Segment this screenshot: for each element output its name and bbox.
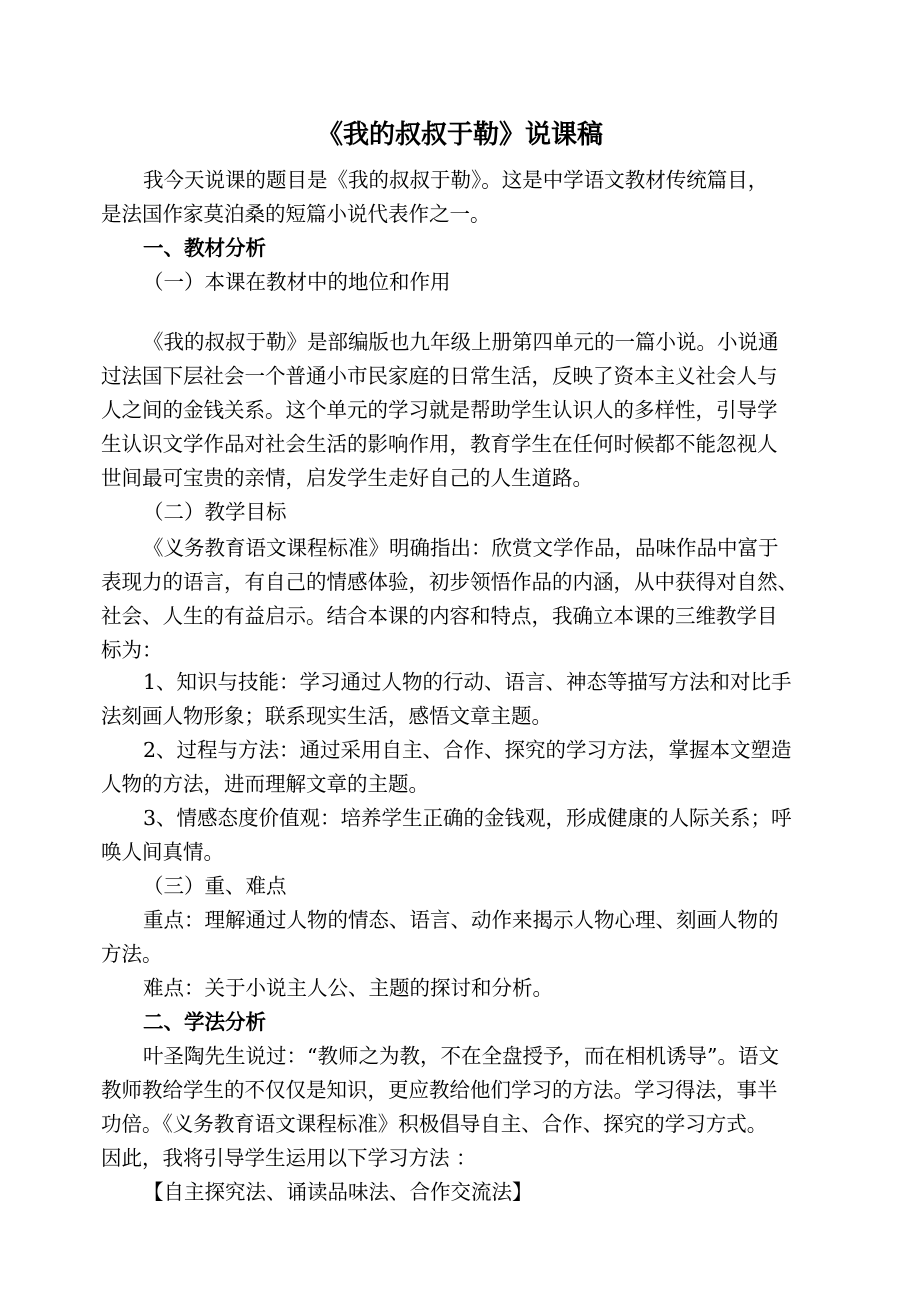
goal-item-1-line-2: 法刻画人物形象；联系现实生活，感悟文章主题。 <box>101 704 552 728</box>
paragraph-line-intro-1: 我今天说课的题目是《我的叔叔于勒》。这是中学语文教材传统篇目， <box>143 168 769 192</box>
subheading-teaching-goals: （二）教学目标 <box>143 500 287 524</box>
paragraph-line-goals-1: 《义务教育语文课程标准》明确指出：欣赏文学作品，品味作品中富于 <box>143 536 779 560</box>
paragraph-line-methods-4: 因此，我将引导学生运用以下学习方法 ： <box>101 1146 477 1170</box>
paragraph-line-goals-2: 表现力的语言，有自己的情感体验，初步领悟作品的内涵，从中获得对自然、 <box>101 570 798 594</box>
goal-item-3-line-1: 3、情感态度价值观：培养学生正确的金钱观，形成健康的人际关系；呼 <box>143 806 792 830</box>
subheading-position-role: （一）本课在教材中的地位和作用 <box>143 270 451 294</box>
paragraph-line-key-point-1: 重点：理解通过人物的情态、语言、动作来揭示人物心理、刻画人物的 <box>143 908 779 932</box>
paragraph-line-difficult-point: 难点：关于小说主人公、主题的探讨和分析。 <box>143 976 553 1000</box>
paragraph-line-methods-1: 叶圣陶先生说过：“教师之为教，不在全盘授予，而在相机诱导”。语文 <box>143 1044 779 1068</box>
section-heading-textbook-analysis: 一、教材分析 <box>143 236 266 260</box>
paragraph-line-position-2: 过法国下层社会一个普通小市民家庭的日常生活，反映了资本主义社会人与 <box>101 364 778 388</box>
methods-list: 【自主探究法、诵读品味法、合作交流法】 <box>143 1180 533 1204</box>
paragraph-line-key-point-2: 方法。 <box>101 942 163 966</box>
paragraph-line-goals-3: 社会、人生的有益启示。结合本课的内容和特点，我确立本课的三维教学目 <box>101 604 778 628</box>
paragraph-line-position-4: 生认识文学作品对社会生活的影响作用，教育学生在任何时候都不能忽视人 <box>101 432 778 456</box>
document-title: 《我的叔叔于勒》说课稿 <box>316 120 603 150</box>
goal-item-2-line-1: 2、过程与方法：通过采用自主、合作、探究的学习方法，掌握本文塑造 <box>143 738 792 762</box>
subheading-key-difficult-points: （三）重、难点 <box>143 874 287 898</box>
paragraph-line-intro-2: 是法国作家莫泊桑的短篇小说代表作之一。 <box>101 202 491 226</box>
paragraph-line-position-5: 世间最可宝贵的亲情，启发学生走好自己的人生道路。 <box>101 466 593 490</box>
paragraph-line-methods-3: 功倍。《义务教育语文课程标准》积极倡导自主、合作、探究的学习方式。 <box>101 1112 768 1136</box>
section-heading-learning-methods: 二、学法分析 <box>143 1010 266 1034</box>
goal-item-1-line-1: 1、知识与技能：学习通过人物的行动、语言、神态等描写方法和对比手 <box>143 670 792 694</box>
goal-item-2-line-2: 人物的方法，进而理解文章的主题。 <box>101 772 429 796</box>
paragraph-line-position-1: 《我的叔叔于勒》是部编版也九年级上册第四单元的一篇小说。小说通 <box>143 330 779 354</box>
paragraph-line-goals-4: 标为： <box>101 638 163 662</box>
goal-item-3-line-2: 唤人间真情。 <box>101 840 224 864</box>
paragraph-line-methods-2: 教师教给学生的不仅仅是知识，更应教给他们学习的方法。学习得法，事半 <box>101 1078 778 1102</box>
paragraph-line-position-3: 人之间的金钱关系。这个单元的学习就是帮助学生认识人的多样性，引导学 <box>101 398 778 422</box>
